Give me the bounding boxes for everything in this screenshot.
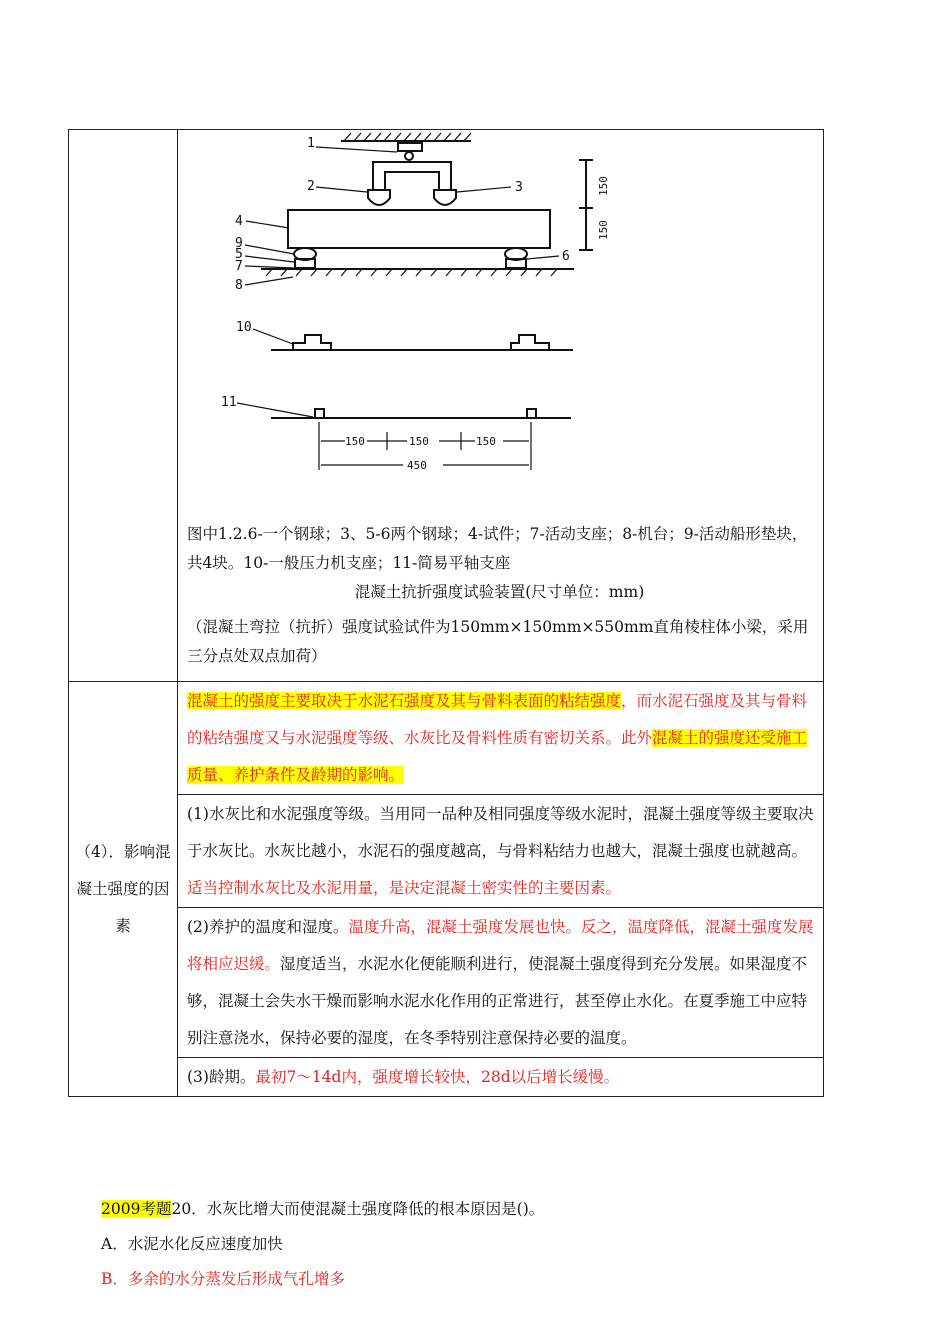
label-8: 8 [235,278,243,293]
label-4: 4 [235,214,243,229]
item2-paragraph [178,908,823,1057]
label-1: 1 [307,136,315,151]
label-6: 6 [562,249,570,264]
figure-legend: 图中1.2.6-一个钢球；3、5-6两个钢球；4-试件；7-活动支座；8-机台；9-活动船形垫块，共4块。10-一般压力机支座；11-简易平轴支座 [187,525,808,572]
item3-a: (3)龄期。 [187,1068,256,1086]
test-apparatus-diagram [181,130,821,510]
dim-150-right: 150 [476,435,496,448]
label-11: 11 [221,395,237,410]
option-b: B．多余的水分蒸发后形成气孔增多 [101,1270,345,1288]
question-text: 20．水灰比增大而使混凝土强度降低的根本原因是()。 [171,1200,545,1218]
item3-paragraph [178,1058,823,1096]
figure-title: 混凝土抗折强度试验装置(尺寸单位：mm) [354,583,645,601]
intro-highlight: 混凝土的强度主要取决于水泥石强度及其与骨料表面的粘结强度 [187,692,622,710]
intro-paragraph [178,682,823,794]
section-label-cell [69,682,178,1097]
item3-red: 最初7～14d内，强度增长较快，28d以后增长缓慢。 [255,1068,620,1086]
intro-tail-highlight: 混凝土的强度还受施工质量、养护条件及龄期的影响。 [187,729,808,784]
option-a: A．水泥水化反应速度加快 [101,1235,283,1253]
item1-paragraph [178,795,823,907]
figure-note: （混凝土弯拉（抗折）强度试验试件为150mm×150mm×550mm直角棱柱体小梁，采用三分点处双点加荷） [187,618,809,665]
content-table [68,129,824,1097]
label-2: 2 [307,179,315,194]
label-5: 5 [235,247,243,262]
dim-150-upper: 150 [597,176,610,196]
question-stem [101,1197,544,1219]
label-10: 10 [236,320,252,335]
dim-150-middle: 150 [409,435,429,448]
item1-cell [178,795,824,908]
label-7: 7 [235,259,243,274]
dim-450-total: 450 [407,459,427,472]
item2-cell [178,908,824,1058]
intro-rest: ，而水泥石强度及其与骨料的粘结强度又与水泥强度等级、水灰比及骨料性质有密切关系。此外 [187,692,808,747]
item1-text: (1)水灰比和水泥强度等级。当用同一品种及相同强度等级水泥时，混凝土强度等级主要取决于水灰比。水灰比越小，水泥石的强度越高，与骨料粘结力也越大，混凝土强度也就越高。 [187,805,814,860]
intro-cell [178,682,824,795]
item3-cell [178,1058,824,1097]
item1-red: 适当控制水灰比及水泥用量，是决定混凝土密实性的主要因素。 [187,879,622,897]
dim-150-lower: 150 [597,220,610,240]
label-3: 3 [515,180,523,195]
empty-left-cell [69,130,178,682]
item2-b: 湿度适当，水泥水化便能顺利进行，使混凝土强度得到充分发展。如果湿度不够，混凝土会失水干燥而影响水泥水化作用的正常进行，甚至停止水化。在夏季施工中应特别注意浇水，保持必要的湿度，在冬季特别注意保持必要的温度。 [187,955,808,1047]
figure-cell [178,130,824,682]
dim-150-left: 150 [345,435,365,448]
item2-red: 温度升高，混凝土强度发展也快。反之，温度降低，混凝土强度发展将相应迟缓。 [187,918,814,973]
year-tag: 2009考题 [101,1200,172,1218]
item2-a: (2)养护的温度和湿度。 [187,918,349,936]
section-label: （4）．影响混凝土强度的因素 [75,842,171,935]
label-9: 9 [235,236,243,251]
